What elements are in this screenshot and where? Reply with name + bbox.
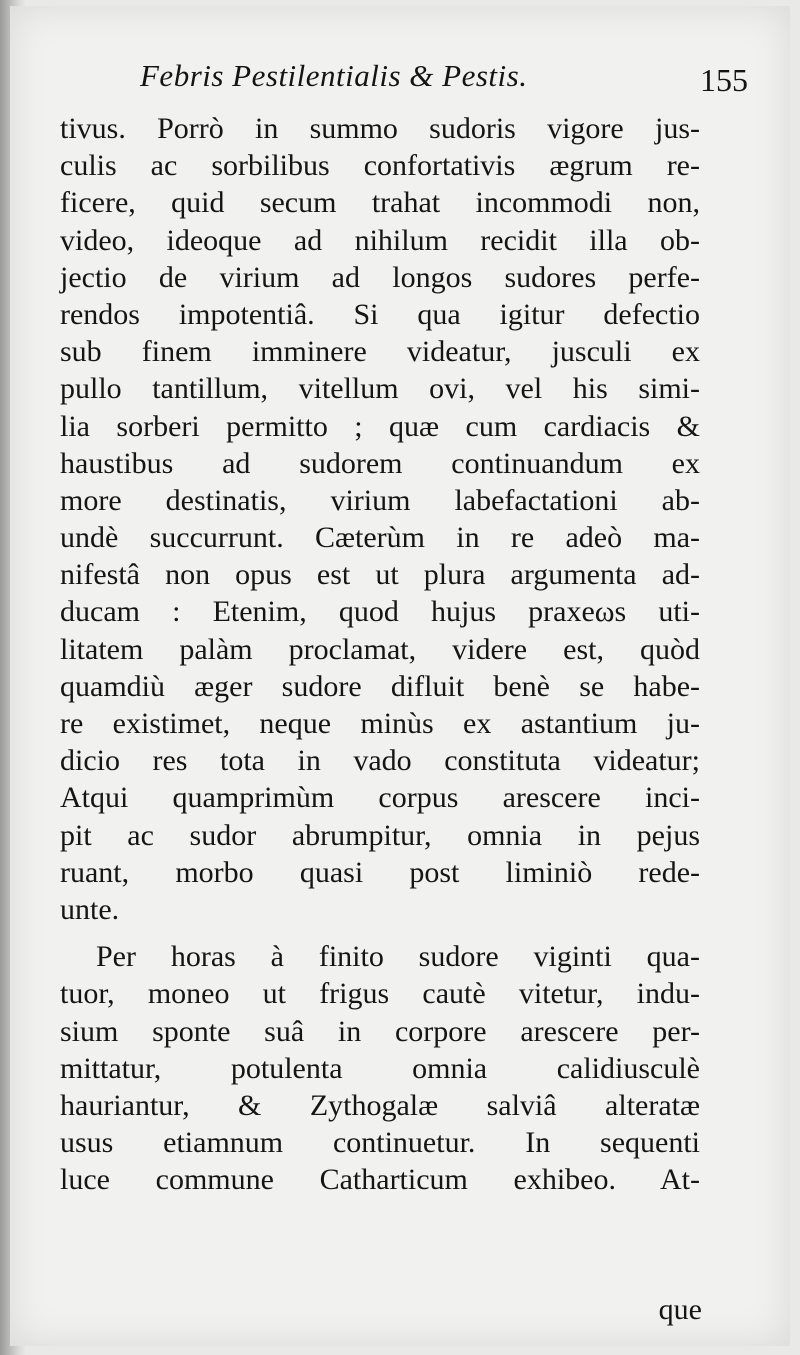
- paragraph-first-line: Per horas à finito sudore viginti qua-: [96, 940, 700, 974]
- text-line: nifestâ non opus est ut plura argumenta ad-: [60, 558, 700, 592]
- text-line: rendos impotentiâ. Si qua igitur defectio: [60, 297, 700, 331]
- text-line: dicio res tota in vado constituta videatur;: [60, 744, 700, 778]
- text-line: tuor, moneo ut frigus cautè vitetur, indu-: [60, 977, 700, 1011]
- page-header: [0, 58, 800, 98]
- text-line: sium sponte suâ in corpore arescere per-: [60, 1014, 700, 1048]
- text-line: luce commune Catharticum exhibeo. At-: [60, 1163, 700, 1197]
- text-line: quamdiù æger sudore difluit benè se habe-: [60, 669, 700, 703]
- text-line: more destinatis, virium labefactationi ab-: [60, 483, 700, 517]
- text-line: litatem palàm proclamat, videre est, quòd: [60, 632, 700, 666]
- text-line: ducam : Etenim, quod hujus praxeωs uti-: [60, 595, 700, 629]
- text-line: tivus. Porrò in summo sudoris vigore jus-: [60, 112, 700, 145]
- text-line: undè succurrunt. Cæterùm in re adeò ma-: [60, 521, 700, 555]
- text-line: lia sorberi permitto ; quæ cum cardiacis &: [60, 409, 700, 443]
- running-head: Febris Pestilentialis & Pestis.: [140, 58, 528, 93]
- page-number: 155: [700, 62, 748, 98]
- body-text: [60, 110, 700, 1198]
- text-line: ruant, morbo quasi post liminiò rede-: [60, 855, 700, 889]
- text-line: ficere, quid secum trahat incommodi non,: [60, 186, 700, 220]
- paragraph-end-line: unte.: [60, 892, 120, 926]
- text-line: culis ac sorbilibus confortativis ægrum re-: [60, 149, 700, 183]
- text-line: video, ideoque ad nihilum recidit illa ob-: [60, 223, 700, 257]
- text-line: Atqui quamprimùm corpus arescere inci-: [60, 781, 700, 815]
- text-line: re existimet, neque minùs ex astantium ju-: [60, 707, 700, 740]
- text-line: haustibus ad sudorem continuandum ex: [60, 446, 700, 480]
- text-line: pit ac sudor abrumpitur, omnia in pejus: [60, 818, 700, 852]
- text-line: hauriantur, & Zythogalæ salviâ alteratæ: [60, 1088, 700, 1122]
- text-line: jectio de virium ad longos sudores perfe-: [60, 260, 700, 294]
- text-line: mittatur, potulenta omnia calidiusculè: [60, 1051, 700, 1085]
- paragraph-gap: [60, 928, 700, 938]
- text-line: pullo tantillum, vitellum ovi, vel his simi-: [60, 372, 700, 406]
- text-line: sub finem imminere videatur, jusculi ex: [60, 335, 700, 369]
- text-line: usus etiamnum continuetur. In sequenti: [60, 1126, 700, 1160]
- catchword: que: [658, 1293, 702, 1326]
